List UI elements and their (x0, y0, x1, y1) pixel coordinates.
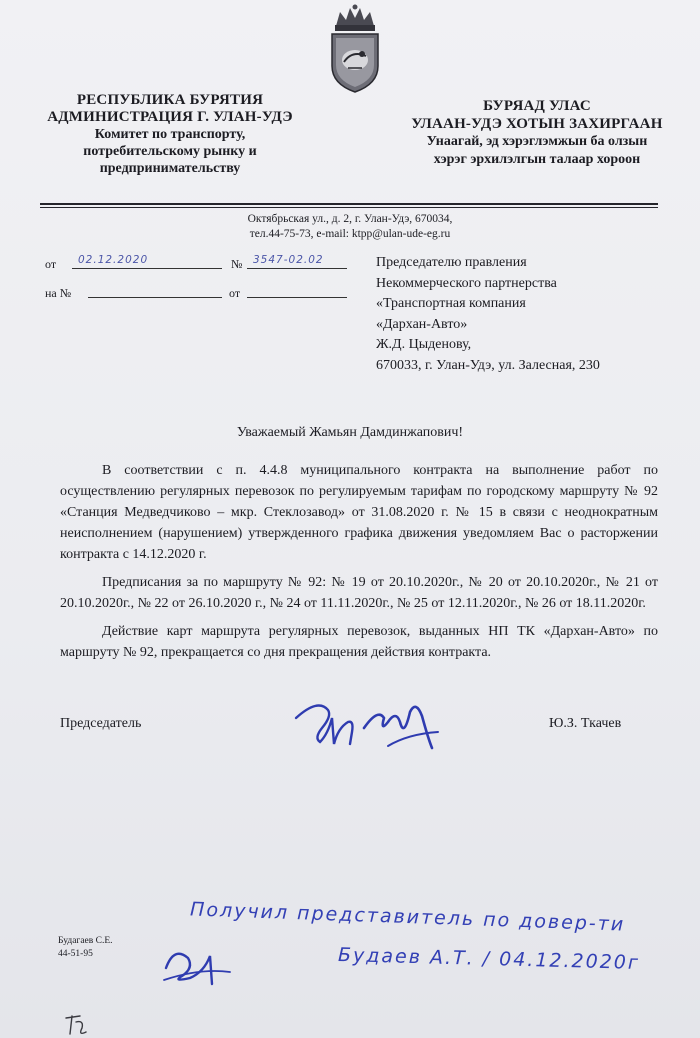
header-divider-thick (40, 203, 658, 205)
body-paragraph-3: Действие карт маршрута регулярных перевозок, выданных НП ТК «Дархан-Авто» по маршруту № 92, прекращается со дня прекращения действия контракта. (60, 624, 658, 660)
executor-name: Будагаев С.Е. (58, 936, 113, 946)
number-field (247, 256, 347, 269)
receiver-signature-scribble (160, 938, 340, 993)
signatory-title: Председатель (60, 716, 142, 731)
header-right-block (392, 97, 682, 169)
executor-phone: 44-51-95 (58, 949, 93, 959)
on-date-field (247, 285, 347, 298)
header-divider-thin (40, 207, 658, 208)
handwritten-receipt-line-2: Будаев А.Т. / 04.12.2020г (337, 944, 641, 974)
from-label-2: от (229, 286, 241, 300)
recipient-line-3: «Транспортная компания (376, 296, 526, 311)
initials-mark (62, 1012, 92, 1038)
recipient-address: 670033, г. Улан-Удэ, ул. Залесная, 230 (376, 357, 600, 373)
address-line-2: тел.44-75-73, e-mail: ktpp@ulan-ude-eg.ru (249, 228, 451, 240)
body-paragraph-1: В соответствии с п. 4.4.8 муниципального контракта на выполнение работ по осуществлению регулярных перевозок по регулируемым тарифам по городскому маршруту № 92 «Станция Медведчиково – мкр. Стеклозавод» от 31.08.2020 г. № 15 в связи с неоднократным неисполнением (нарушением) утвержденного графика движения уведомляем Вас о расторжении контракта с 14.12.2020 г. (60, 463, 658, 562)
on-number-label: на № (45, 286, 72, 300)
committee-bua-line-1: Унаагай, эд хэрэглэмжын ба олзын (426, 134, 648, 149)
address-line-1: Октябрьская ул., д. 2, г. Улан-Удэ, 670034, (247, 213, 453, 225)
body-paragraph-2: Предписания за по маршруту № 92: № 19 от 20.10.2020г., № 20 от 20.10.2020г., № 21 от 20.10.2020г., № 22 от 26.10.2020 г., № 24 от 11.11.2020г., № 25 от 12.11.2020г., № 26 от 18.11.2020г. (60, 575, 658, 611)
handwritten-signature (288, 688, 448, 758)
signatory-name: Ю.З. Ткачев (549, 716, 622, 731)
recipient-block (376, 253, 676, 376)
committee-line-1: Комитет по транспорту, (94, 127, 246, 142)
recipient-line-5: Ж.Д. Цыденову, (376, 337, 472, 352)
republic-name-bua: БУРЯАД УЛАС (483, 98, 591, 114)
on-number-field (88, 285, 222, 298)
date-field (72, 256, 222, 269)
committee-bua-line-2: хэрэг эрхилэлгын талаар хороон (433, 152, 641, 167)
number-label: № (231, 257, 243, 271)
committee-line-2: потребительскому рынку и (83, 144, 257, 159)
letter-body (60, 460, 658, 663)
coat-of-arms-emblem (326, 4, 384, 96)
from-label: от (45, 257, 57, 271)
recipient-line-1: Председателю правления (376, 255, 527, 270)
committee-line-3: предпринимательству (99, 161, 241, 176)
republic-name-ru: РЕСПУБЛИКА БУРЯТИЯ (76, 92, 264, 108)
administration-name-ru: АДМИНИСТРАЦИЯ Г. УЛАН-УДЭ (47, 109, 293, 125)
salutation: Уважаемый Жамьян Дамдинжапович! (236, 425, 464, 440)
handwritten-receipt-line-1: Получил представитель по довер-ти (189, 898, 626, 936)
administration-name-bua: УЛААН-УДЭ ХОТЫН ЗАХИРГААН (411, 116, 663, 132)
recipient-line-4: «Дархан-Авто» (376, 316, 468, 332)
committee-address (200, 212, 500, 242)
executor-block (58, 935, 113, 961)
recipient-line-2: Некоммерческого партнерства (376, 275, 557, 291)
number-value: 3547-02.02 (253, 254, 324, 266)
header-left-block (40, 92, 300, 177)
date-value: 02.12.2020 (78, 254, 149, 266)
